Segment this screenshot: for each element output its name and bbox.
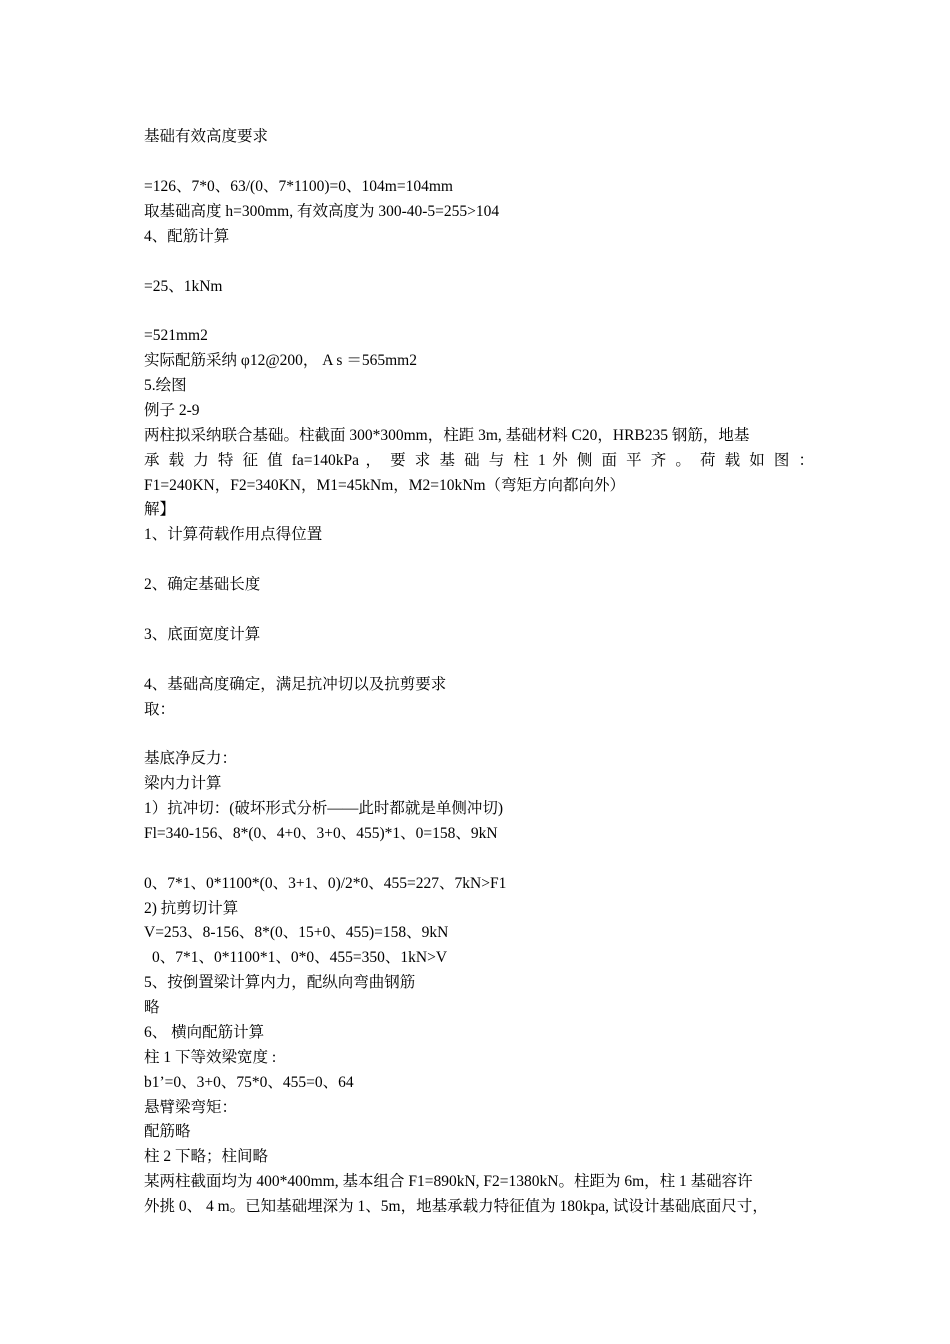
formula-line: b1’=0、3+0、75*0、455=0、64: [144, 1074, 354, 1091]
section-heading: 4、配筋计算: [144, 228, 230, 245]
text-line: 略: [144, 999, 160, 1016]
step-heading: 3、底面宽度计算: [144, 626, 261, 643]
text-line: 柱 2 下略；柱间略: [144, 1148, 269, 1165]
step-heading: 2、确定基础长度: [144, 576, 261, 593]
example-heading: 例子 2-9: [144, 402, 200, 419]
formula-line: V=253、8-156、8*(0、15+0、455)=158、9kN: [144, 924, 449, 941]
formula-line: 0、7*1、0*1100*(0、3+1、0)/2*0、455=227、7kN>F1: [144, 875, 507, 892]
text-line: 梁内力计算: [144, 775, 222, 792]
paragraph-line: 两柱拟采纳联合基础。柱截面 300*300mm，柱距 3m, 基础材料 C20，HRB235 钢筋，地基: [144, 427, 750, 444]
step-heading: 5、按倒置梁计算内力，配纵向弯曲钢筋: [144, 974, 416, 991]
section-heading: 5.绘图: [144, 377, 187, 394]
text-line: 基底净反力：: [144, 750, 238, 767]
paragraph-line: F1=240KN，F2=340KN，M1=45kNm，M2=10kNm（弯矩方向都向外）: [144, 477, 626, 494]
formula-line: Fl=340-156、8*(0、4+0、3+0、455)*1、0=158、9kN: [144, 825, 498, 842]
text-line: 实际配筋采纳 φ12@200， A s ＝565mm2: [144, 352, 417, 369]
formula-line: =126、7*0、63/(0、7*1100)=0、104m=104mm: [144, 178, 453, 195]
text-line: 取：: [144, 701, 176, 718]
text-line: 悬臂梁弯矩：: [144, 1099, 238, 1116]
formula-line: =25、1kNm: [144, 278, 223, 295]
paragraph-line: 承 载 力 特 征 值 fa=140kPa ， 要 求 基 础 与 柱 1 外 侧 面 平 齐 。 荷 载 如 图 ：: [144, 452, 814, 469]
step-heading: 6、 横向配筋计算: [144, 1024, 265, 1041]
text-line: 取基础高度 h=300mm, 有效高度为 300-40-5=255>104: [144, 203, 500, 220]
text-line: 解】: [144, 501, 176, 518]
paragraph-line: 外挑 0、 4 m。已知基础埋深为 1、5m，地基承载力特征值为 180kpa, 试设计基础底面尺寸，: [144, 1198, 768, 1215]
formula-line: 0、7*1、0*1100*1、0*0、455=350、1kN>V: [152, 949, 448, 966]
text-line: 基础有效高度要求: [144, 128, 269, 145]
text-line: 1）抗冲切：(破坏形式分析——此时都就是单侧冲切): [144, 800, 504, 817]
paragraph-line: 某两柱截面均为 400*400mm, 基本组合 F1=890kN, F2=1380kN。柱距为 6m，柱 1 基础容许: [144, 1173, 753, 1190]
formula-line: =521mm2: [144, 327, 208, 344]
text-line: 2) 抗剪切计算: [144, 900, 239, 917]
step-heading: 1、计算荷载作用点得位置: [144, 526, 323, 543]
step-heading: 4、基础高度确定，满足抗冲切以及抗剪要求: [144, 676, 447, 693]
text-line: 柱 1 下等效梁宽度 :: [144, 1049, 277, 1066]
text-line: 配筋略: [144, 1123, 191, 1140]
